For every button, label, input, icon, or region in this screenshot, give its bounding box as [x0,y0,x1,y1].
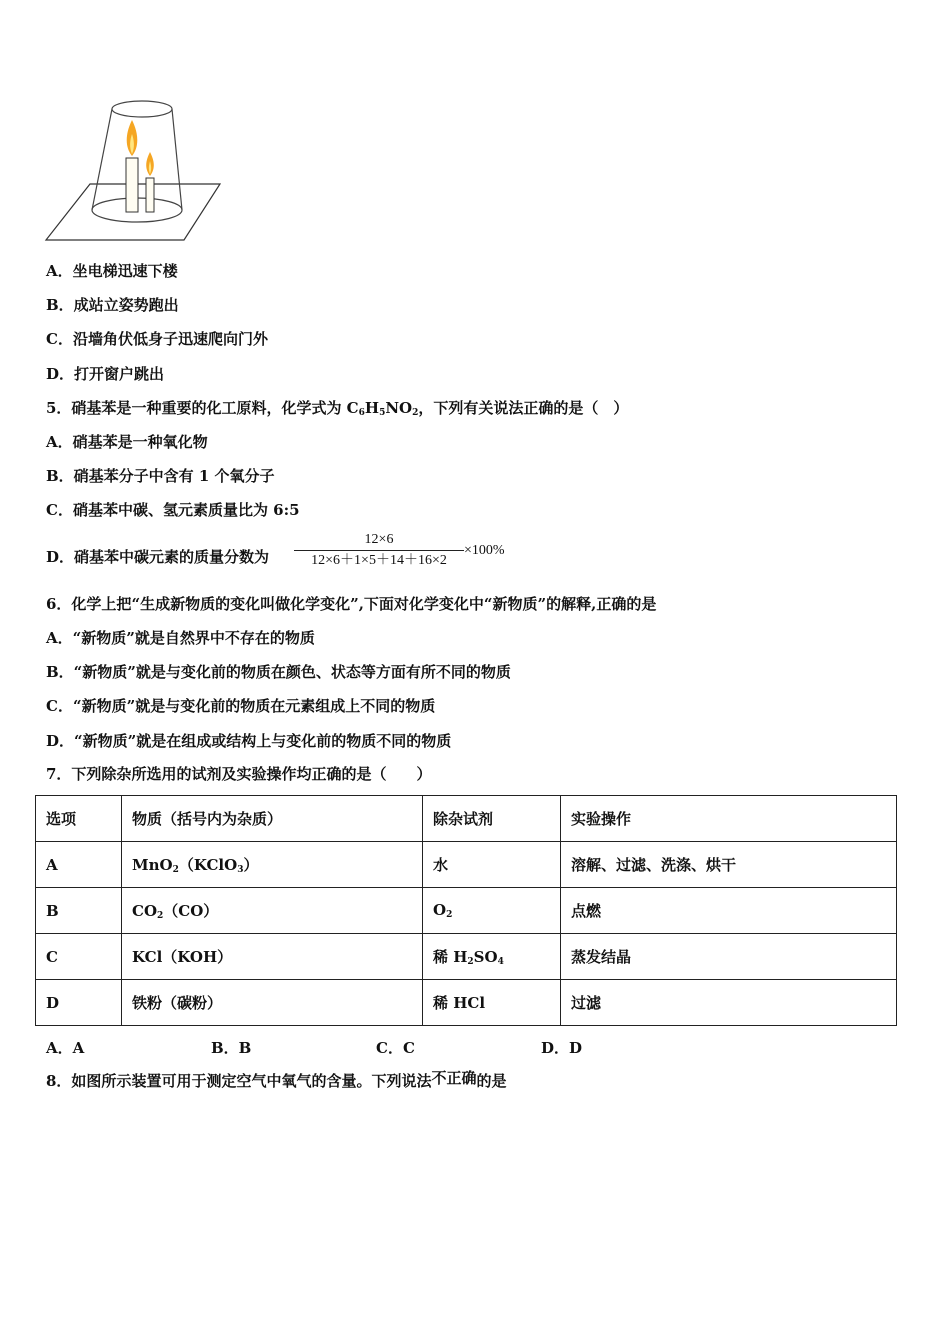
q5-subscript: 2 [412,408,419,418]
q5-stem-part: ，下列有关说法正确的是（ ） [418,399,629,417]
q4-option-a: A．坐电梯迅速下楼 [46,262,178,280]
q5-subscript: 5 [379,408,386,418]
formula-part: 稀 H [433,948,468,966]
q6-option-d: D．“新物质”就是在组成或结构上与变化前的物质不同的物质 [46,732,452,750]
cell-reagent: 稀 HCl [423,980,561,1026]
q5-stem-part: H [364,399,380,417]
cell-operation: 过滤 [561,980,897,1026]
cell-substance [122,842,423,888]
header-option: 选项 [36,796,122,842]
cell-option: A [36,842,122,888]
cell-reagent [423,888,561,934]
q7-choices [0,1037,950,1057]
formula-subscript: 4 [497,957,504,967]
formula-part: （CO） [163,902,219,920]
q5-option-d: D．硝基苯中碳元素的质量分数为 [46,548,270,566]
q8-stem [46,1071,506,1091]
table-row [36,980,897,1026]
formula-subscript: 2 [467,957,474,967]
header-operation: 实验操作 [561,796,897,842]
formula-denominator: 12×6＋1×5＋14＋16×2 [311,553,447,568]
cell-option: C [36,934,122,980]
table-header-row [36,796,897,842]
formula-percent: ×100% [464,543,505,558]
table-row [36,888,897,934]
cell-option: B [36,888,122,934]
formula-part: （KClO [178,856,238,874]
cell-reagent: 水 [423,842,561,888]
q7-table [35,795,897,1026]
q5-stem-part: 5．硝基苯是一种重要的化工原料，化学式为 C [46,399,359,417]
cell-operation: 蒸发结晶 [561,934,897,980]
q8-stem-part: 8．如图所示装置可用于测定空气中氧气的含量。下列说法 [46,1072,432,1090]
q7-choice-d: D．D [541,1039,583,1057]
formula-subscript: 2 [446,910,453,920]
cell-substance [122,888,423,934]
q7-stem: 7．下列除杂所选用的试剂及实验操作均正确的是（ ） [46,765,432,783]
q4-option-b: B．成站立姿势跑出 [46,296,179,314]
table-row [36,934,897,980]
short-candle-icon [146,152,154,212]
table-row [36,842,897,888]
q4-option-d: D．打开窗户跳出 [46,365,165,383]
formula-part: SO [473,948,498,966]
formula-part: ） [243,856,259,874]
formula-part: O [433,901,447,919]
q7-choice-a: A．A [46,1039,85,1057]
q5-stem-part: NO [385,399,413,417]
q6-option-a: A．“新物质”就是自然界中不存在的物质 [46,629,315,647]
formula-part: CO [132,902,158,920]
cell-substance: 铁粉（碳粉） [122,980,423,1026]
q8-stem-part: 的是 [476,1072,507,1090]
formula-subscript: 3 [237,865,244,875]
q6-option-b: B．“新物质”就是与变化前的物质在颜色、状态等方面有所不同的物质 [46,663,511,681]
q5-option-a: A．硝基苯是一种氧化物 [46,433,208,451]
tall-candle-icon [126,120,138,212]
candle-beaker-figure [40,92,230,248]
formula-subscript: 2 [157,911,164,921]
q7-choice-b: B．B [211,1039,252,1057]
formula-numerator: 12×6 [364,532,394,547]
q6-option-c: C．“新物质”就是与变化前的物质在元素组成上不同的物质 [46,697,436,715]
cell-operation: 溶解、过滤、洗涤、烘干 [561,842,897,888]
q8-emphasis: 不正确 [431,1069,477,1087]
q5-subscript: 6 [358,408,365,418]
cell-operation: 点燃 [561,888,897,934]
mass-fraction-formula [294,530,464,571]
q5-option-c: C．硝基苯中碳、氢元素质量比为 6:5 [46,501,300,519]
cell-reagent [423,934,561,980]
q5-option-b: B．硝基苯分子中含有 1 个氧分子 [46,467,275,485]
q5-stem [46,398,628,423]
q7-choice-c: C．C [376,1039,415,1057]
cell-option: D [36,980,122,1026]
formula-part: MnO [132,856,173,874]
formula-subscript: 2 [172,865,179,875]
q4-option-c: C．沿墙角伏低身子迅速爬向门外 [46,330,268,348]
cell-substance: KCl（KOH） [122,934,423,980]
header-substance: 物质（括号内为杂质） [122,796,423,842]
q6-stem: 6．化学上把“生成新物质的变化叫做化学变化”,下面对化学变化中“新物质”的解释,正确的是 [46,595,657,613]
header-reagent: 除杂试剂 [423,796,561,842]
